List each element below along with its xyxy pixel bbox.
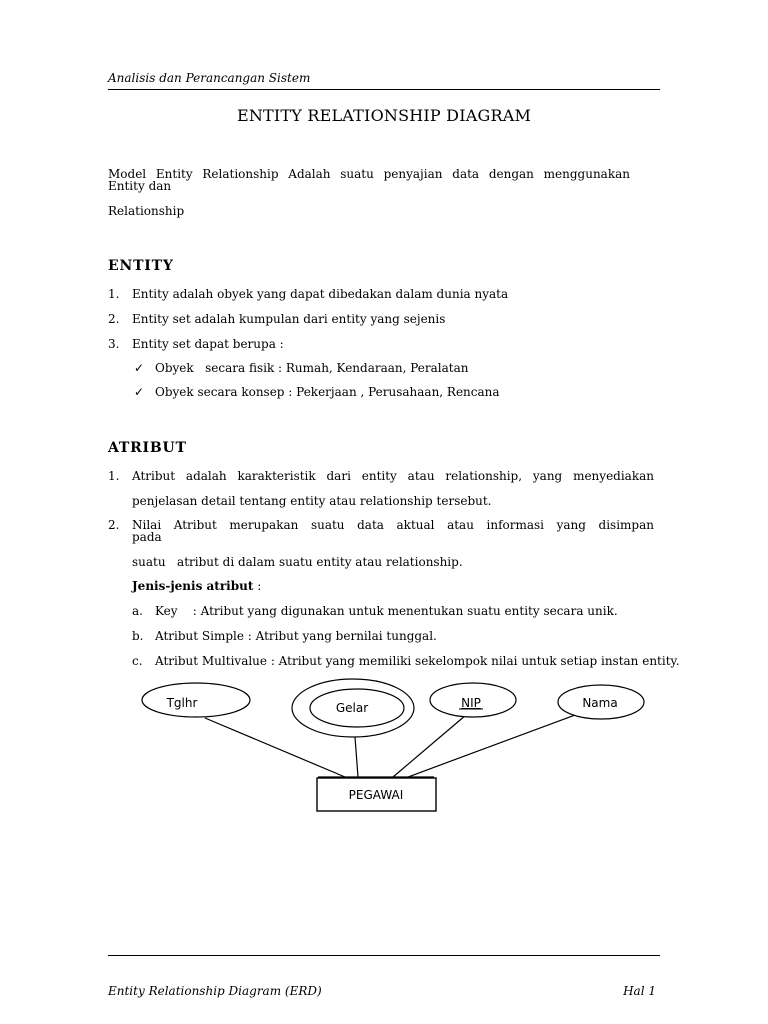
- atribut-item-2-line-1: Nilai Atribut merupakan suatu data aktual atau informasi yang disimpan: [132, 518, 654, 532]
- atribut-item-2-line-1b: pada: [132, 530, 162, 544]
- atribut-item-2-line-2: suatu atribut di dalam suatu entity atau relationship.: [132, 555, 463, 569]
- atribut-item-1-line-2: penjelasan detail tentang entity atau relationship tersebut.: [132, 494, 492, 508]
- intro-line-1: Model Entity Relationship Adalah suatu penyajian data dengan menggunakan: [108, 167, 630, 181]
- atribut-heading: ATRIBUT: [108, 440, 187, 456]
- entity-item-2: Entity set adalah kumpulan dari entity yang sejenis: [132, 312, 446, 326]
- type-b-text: Atribut Simple : Atribut yang bernilai tunggal.: [155, 629, 437, 643]
- entity-heading: ENTITY: [108, 258, 174, 274]
- entity-item-2-num: 2.: [108, 312, 120, 326]
- page-number: Hal 1: [623, 984, 656, 998]
- attribute-label-tglhr: Tglhr: [166, 696, 198, 710]
- footer-rule: [108, 955, 660, 956]
- entity-item-3-num: 3.: [108, 337, 120, 351]
- entity-item-1-num: 1.: [108, 287, 120, 301]
- type-c-letter: c.: [132, 654, 143, 668]
- running-header: Analisis dan Perancangan Sistem: [108, 71, 311, 85]
- entity-item-3: Entity set dapat berupa :: [132, 337, 284, 351]
- jenis-atribut-colon: :: [253, 579, 262, 593]
- attribute-label-nip: NIP: [461, 696, 481, 710]
- entity-label-pegawai: PEGAWAI: [348, 788, 404, 802]
- footer-title: Entity Relationship Diagram (ERD): [108, 984, 322, 998]
- type-a-letter: a.: [132, 604, 143, 618]
- check-icon: ✓: [134, 361, 145, 375]
- type-b-letter: b.: [132, 629, 144, 643]
- entity-check-2: Obyek secara konsep : Pekerjaan , Perusahaan, Rencana: [155, 385, 500, 399]
- atribut-item-1-line-1: Atribut adalah karakteristik dari entity atau relationship, yang menyediakan: [132, 469, 654, 483]
- jenis-atribut-label: Jenis-jenis atribut: [132, 579, 254, 593]
- connector-gelar: [355, 737, 358, 777]
- atribut-item-2-num: 2.: [108, 518, 120, 532]
- entity-check-1: Obyek secara fisik : Rumah, Kendaraan, Peralatan: [155, 361, 469, 375]
- entity-item-1: Entity adalah obyek yang dapat dibedakan dalam dunia nyata: [132, 287, 509, 301]
- check-icon: ✓: [134, 385, 145, 399]
- intro-line-2: Entity dan: [108, 179, 172, 193]
- connector-nama: [408, 715, 575, 777]
- page-title: ENTITY RELATIONSHIP DIAGRAM: [236, 106, 532, 125]
- attribute-label-nama: Nama: [582, 696, 618, 710]
- type-a-text: Key : Atribut yang digunakan untuk menentukan suatu entity secara unik.: [155, 604, 618, 618]
- type-c-text: Atribut Multivalue : Atribut yang memiliki sekelompok nilai untuk setiap instan entity.: [155, 654, 680, 668]
- atribut-item-1-num: 1.: [108, 469, 120, 483]
- attribute-label-gelar: Gelar: [335, 701, 369, 715]
- intro-line-3: Relationship: [108, 204, 185, 218]
